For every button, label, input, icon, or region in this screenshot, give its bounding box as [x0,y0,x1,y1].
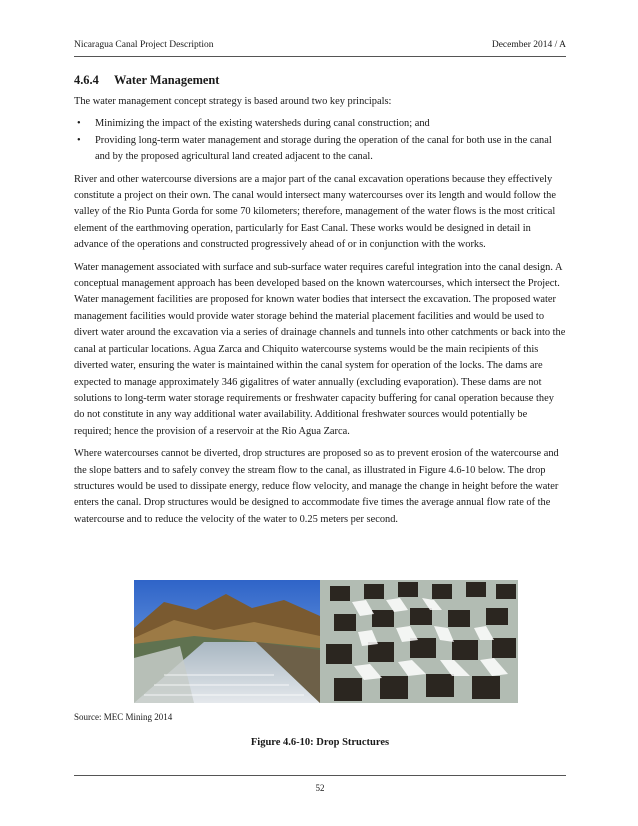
drop-structures-figure [134,580,518,703]
intro-paragraph: The water management concept strategy is based around two key principals: [74,96,392,107]
page-body [74,73,566,534]
figure-source: Source: MEC Mining 2014 [74,712,173,722]
page-number: 52 [315,783,325,793]
list-item: • Minimizing the impact of the existing watersheds during canal construction; and [74,116,566,132]
list-item: • Providing long-term water management and storage during the operation of the canal for both use in the canal and by the proposed agricultural land created adjacent to the canal. [77,134,552,163]
body-paragraph: Water management associated with surface and sub-surface water requires careful integration into the canal design. A conceptual management approach has been developed based on the known watercourses, which intersect the Project. Water management facilities are proposed for known water bodies that intersect the excavation. The proposed water management facilities would provide water storage behind the material placement facilities and would be used to divert water around the excavation via a series of drainage channels and tunnels into other catchments or back into the canal at particular locations. Agua Zarca and Chiquito watercourse systems would be the main recipients of this diverted water, ensuring the water is maintained within the canal system for operation of the locks. The dams are expected to manage approximately 346 gigalitres of water annually (excluding evaporation). These dams are not solutions to long-term water storage requirements or freshwater capacity buffering for canal operation because they do not constitute in any way additional water availability. Additional freshwater sources would potentially be required; hence the provision of a reservoir at the Rio Agua Zarca. [74,261,566,437]
bullet-icon: • [77,134,81,146]
body-paragraph: Where watercourses cannot be diverted, drop structures are proposed so as to prevent erosion of the watercourse and the slope batters and to safely convey the stream flow to the canal, as illustrated in Figure 4.6-10 below. The drop structures would be used to dissipate energy, reduce flow velocity, and manage the change in height before the water enters the canal. Drop structures would be designed to accommodate five times the average annual flow rate of the watercourse and to reduce the velocity of the water to 0.25 meters per second. [74,448,559,525]
body-paragraph: River and other watercourse diversions are a major part of the canal excavation operations because they effectively constitute a project on their own. The canal would intersect many watercourses over its length and would follow the valley of the Rio Punta Gorda for some 70 kilometers; therefore, management of the water flows is the most critical element of the earthmoving operation, particularly for East Canal. These works would be designed in detail in advance of the operations and constructed progressively ahead of or in conjunction with the works. [74,173,556,251]
page-header [74,40,566,53]
section-title: Water Management [114,73,220,87]
footer-rule [74,775,566,776]
figure-caption: Figure 4.6-10: Drop Structures [250,737,390,748]
header-rule [74,56,566,57]
figure-image [134,580,518,703]
document-title: Nicaragua Canal Project Description [74,40,214,50]
principles-list [74,116,566,165]
bullet-icon: • [77,118,81,130]
left-photo [134,580,320,703]
document-date-revision: December 2014 / A [491,40,566,50]
section-number: 4.6.4 [74,73,99,87]
section-heading [74,73,566,88]
right-photo [320,580,518,703]
